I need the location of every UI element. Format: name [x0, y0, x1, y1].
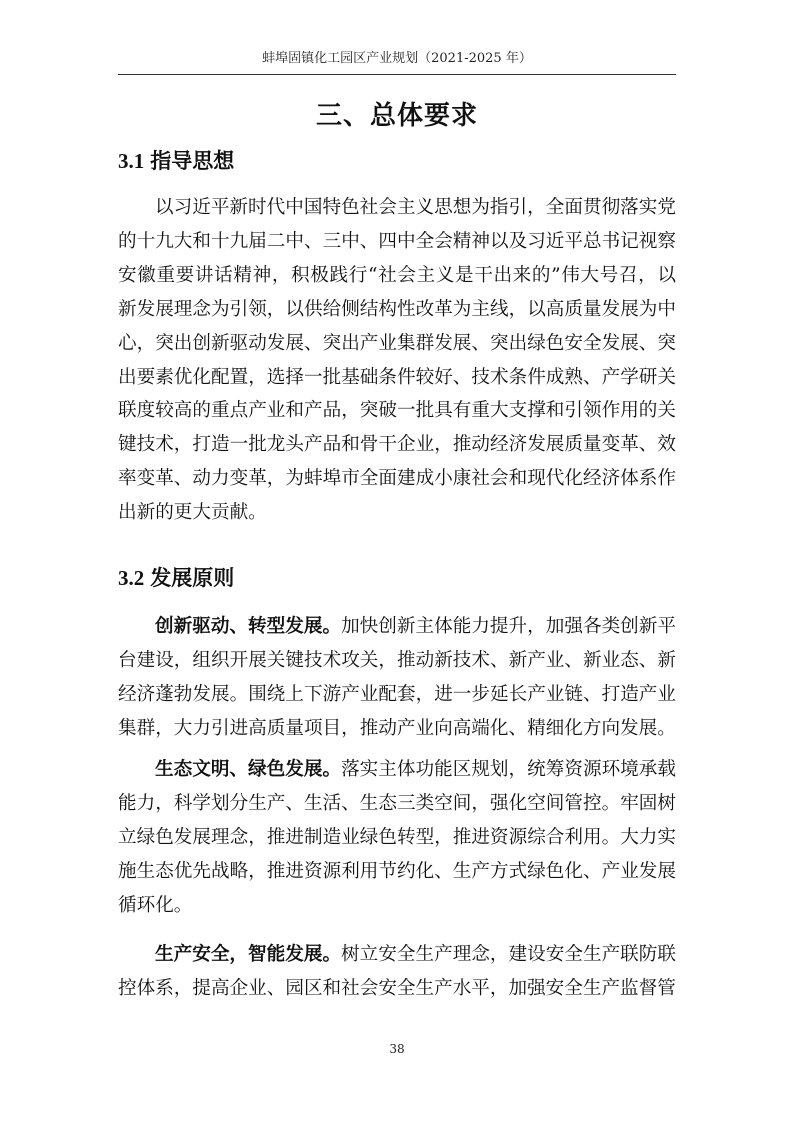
page-number: 38 — [389, 1042, 405, 1056]
paragraph-text: 以习近平新时代中国特色社会主义思想为指引，全面贯彻落实党的十九大和十九届二中、三中、四中全会精神以及习近平总书记视察安徽重要讲话精神，积极践行“社会主义是干出来的”伟大号召，以新发展理念为引领，以供给侧结构性改革为主线，以高质量发展为中心，突出创新驱动发展、突出产业集群发展、突出绿色安全发展、突出要素优化配置，选择一批基础条件较好、技术条件成熟、产学研关联度较高的重点产业和产品，突破一批具有重大支撑和引领作用的关键技术，打造一批龙头产品和骨干企业，推动经济发展质量变革、效率变革、动力变革，为蚌埠市全面建成小康社会和现代化经济体系作出新的更大贡献。 — [118, 197, 676, 524]
section-title: 指导思想 — [150, 149, 235, 173]
section-number: 3.2 — [118, 566, 145, 590]
principle-paragraph-ecology — [118, 753, 676, 923]
principle-paragraph-innovation — [118, 610, 676, 746]
section-title: 发展原则 — [150, 566, 235, 590]
section-heading-guiding-ideology — [118, 146, 676, 176]
running-header: 蚌埠固镇化工园区产业规划（2021-2025 年） — [262, 51, 532, 66]
paragraph-text: 落实主体功能区规划，统筹资源环境承载能力，科学划分生产、生活、生态三类空间，强化空间管控。牢固树立绿色发展理念，推进制造业绿色转型，推进资源综合利用。大力实施生态优先战略，推进资源利用节约化、生产方式绿色化、产业发展循环化。 — [118, 759, 676, 916]
chapter-title: 三、总体要求 — [315, 101, 478, 131]
section-number: 3.1 — [118, 149, 145, 173]
paragraph-text: 树立安全生产理念，建设安全生产联防联控体系，提高企业、园区和社会安全生产水平，加强安全生产监督管 — [118, 944, 676, 999]
guiding-ideology-paragraph — [118, 191, 676, 530]
header-divider — [118, 74, 676, 75]
principle-lead: 生态文明、绿色发展。 — [155, 759, 342, 780]
section-heading-development-principles — [118, 563, 676, 593]
paragraph-text: 加快创新主体能力提升，加强各类创新平台建设，组织开展关键技术攻关，推动新技术、新产业、新业态、新经济蓬勃发展。围绕上下游产业配套，进一步延长产业链、打造产业集群，大力引进高质量项目，推动产业向高端化、精细化方向发展。 — [118, 616, 676, 739]
principle-paragraph-safety — [118, 938, 676, 1006]
principle-lead: 生产安全，智能发展。 — [155, 944, 342, 965]
principle-lead: 创新驱动、转型发展。 — [155, 616, 342, 637]
